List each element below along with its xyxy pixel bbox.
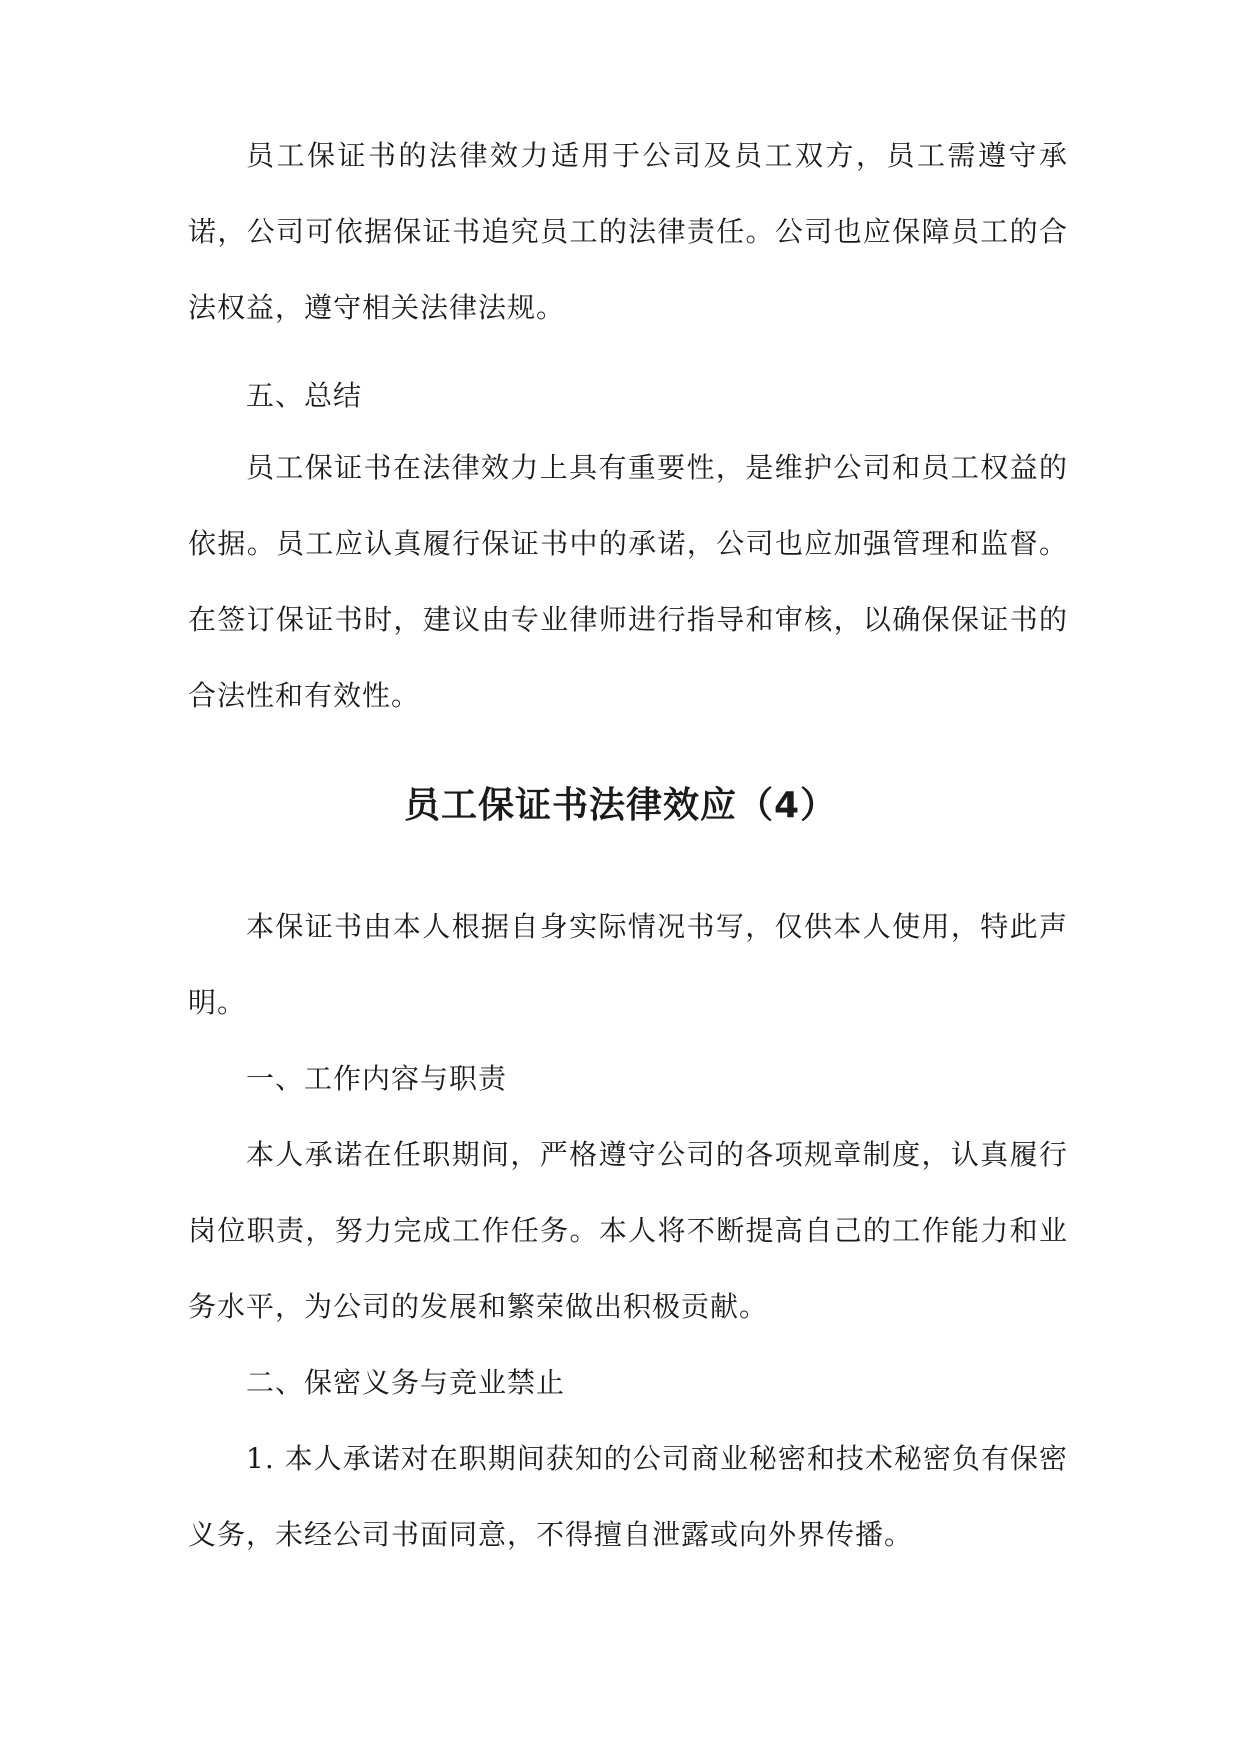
section-heading-confidentiality: 二、保密义务与竞业禁止 xyxy=(246,1366,566,1399)
page-title: 员工保证书法律效应（4） xyxy=(403,785,838,826)
paragraph-declaration: 本保证书由本人根据自身实际情况书写，仅供本人使用，特此声明。 xyxy=(188,910,1068,1019)
paragraph-job-duties: 本人承诺在任职期间，严格遵守公司的各项规章制度，认真履行岗位职责，努力完成工作任务。本人将不断提高自己的工作能力和业务水平，为公司的发展和繁荣做出积极贡献。 xyxy=(188,1138,1068,1323)
paragraph-legal-effect: 员工保证书的法律效力适用于公司及员工双方，员工需遵守承诺，公司可依据保证书追究员工的法律责任。公司也应保障员工的合法权益，遵守相关法律法规。 xyxy=(188,139,1068,324)
section-heading-job-duties: 一、工作内容与职责 xyxy=(246,1062,508,1095)
paragraph-summary: 员工保证书在法律效力上具有重要性，是维护公司和员工权益的依据。员工应认真履行保证书中的承诺，公司也应加强管理和监督。在签订保证书时，建议由专业律师进行指导和审核，以确保保证书的合法性和有效性。 xyxy=(188,451,1068,712)
section-heading-summary: 五、总结 xyxy=(246,379,363,412)
paragraph-confidentiality-item-1: 1. 本人承诺对在职期间获知的公司商业秘密和技术秘密负有保密义务，未经公司书面同意，不得擅自泄露或向外界传播。 xyxy=(188,1442,1068,1551)
